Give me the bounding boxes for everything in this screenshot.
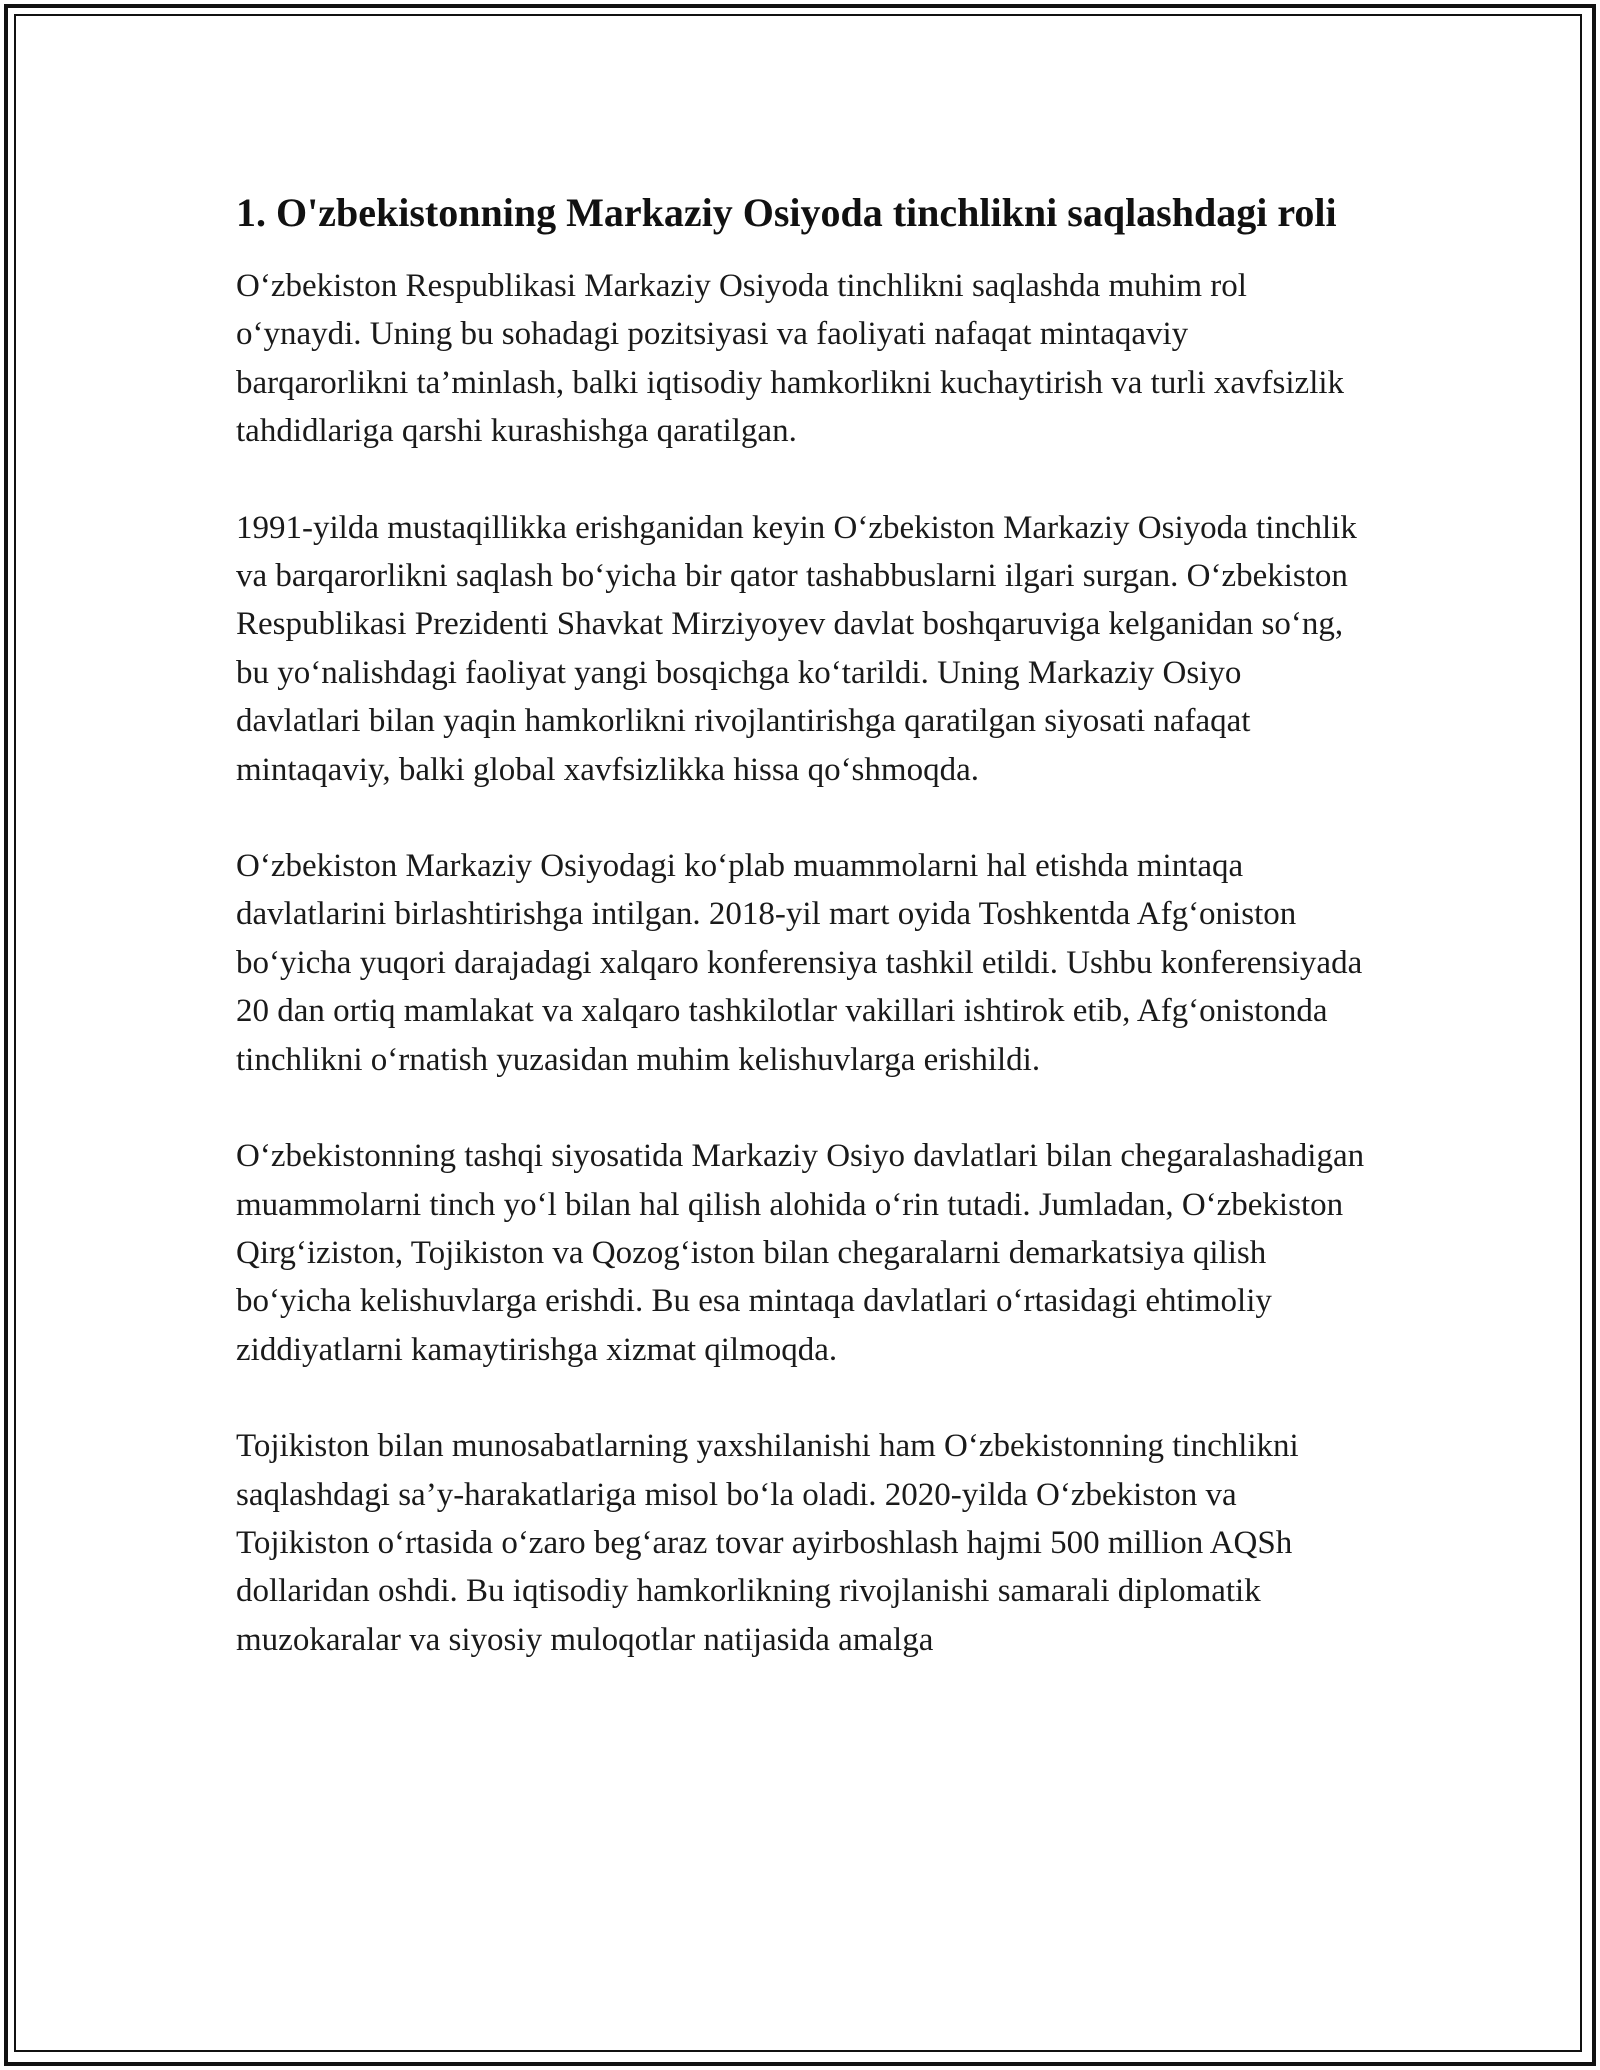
- paragraph-afghanistan-conference: O‘zbekiston Markaziy Osiyodagi ko‘plab muammolarni hal etishda mintaqa davlatlarini birlashtirishga intilgan. 2018-yil mart oyida Toshkentda Afg‘oniston bo‘yicha yuqori darajadagi xalqaro konferensiya tashkil etildi. Ushbu konferensiyada 20 dan ortiq mamlakat va xalqaro tashkilotlar vakillari ishtirok etib, Afg‘onistonda tinchlikni o‘rnatish yuzasidan muhim kelishuvlarga erishildi.: [236, 848, 1363, 1078]
- paragraph-border-demarcation: O‘zbekistonning tashqi siyosatida Markaziy Osiyo davlatlari bilan chegaralashadigan muammolarni tinch yo‘l bilan hal qilish alohida o‘rin tutadi. Jumladan, O‘zbekiston Qirg‘iziston, Tojikiston va Qozog‘iston bilan chegaralarni demarkatsiya qilish bo‘yicha kelishuvlarga erishdi. Bu esa mintaqa davlatlari o‘rtasidagi ehtimoliy ziddiyatlarni kamaytirishga xizmat qilmoqda.: [236, 1138, 1365, 1368]
- paragraph-intro: O‘zbekiston Respublikasi Markaziy Osiyoda tinchlikni saqlashda muhim rol o‘ynaydi. Uning bu sohadagi pozitsiyasi va faoliyati nafaqat mintaqaviy barqarorlikni ta’minlash, balki iqtisodiy hamkorlikni kuchaytirish va turli xavfsizlik tahdidlariga qarshi kurashishga qaratilgan.: [236, 268, 1345, 450]
- document-title: 1. O'zbekistonning Markaziy Osiyoda tinchlikni saqlashdagi roli: [236, 190, 1337, 235]
- paragraph-independence: 1991-yilda mustaqillikka erishganidan keyin O‘zbekiston Markaziy Osiyoda tinchlik va barqarorlikni saqlash bo‘yicha bir qator tashabbuslarni ilgari surgan. O‘zbekiston Respublikasi Prezidenti Shavkat Mirziyoyev davlat boshqaruviga kelganidan so‘ng, bu yo‘nalishdagi faoliyat yangi bosqichga ko‘tarildi. Uning Markaziy Osiyo davlatlari bilan yaqin hamkorlikni rivojlantirishga qaratilgan siyosati nafaqat mintaqaviy, balki global xavfsizlikka hissa qo‘shmoqda.: [236, 509, 1357, 788]
- document-body: [236, 186, 1366, 1712]
- paragraph-tajikistan-relations: Tojikiston bilan munosabatlarning yaxshilanishi ham O‘zbekistonning tinchlikni saqlashdagi sa’y-harakatlariga misol bo‘la oladi. 2020-yilda O‘zbekiston va Tojikiston o‘rtasida o‘zaro beg‘araz tovar ayirboshlash hajmi 500 million AQSh dollaridan oshdi. Bu iqtisodiy hamkorlikning rivojlanishi samarali diplomatik muzokaralar va siyosiy muloqotlar natijasida amalga: [236, 1428, 1299, 1658]
